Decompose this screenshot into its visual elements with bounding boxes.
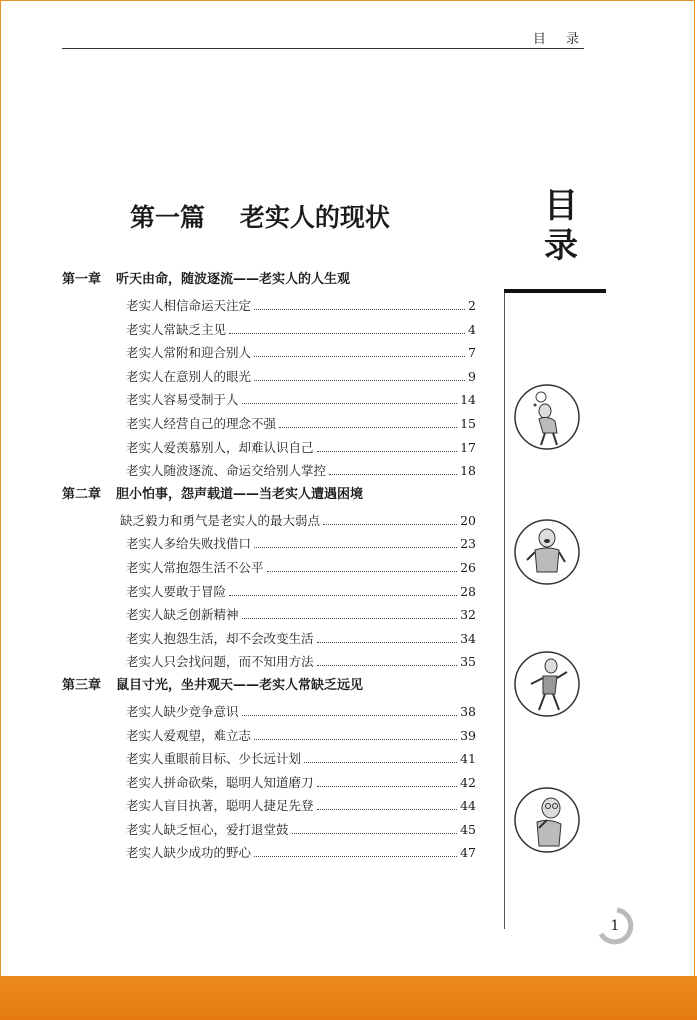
toc-entry[interactable]: [62, 556, 476, 580]
entry-title: 老实人相信命运天注定: [126, 298, 252, 313]
toc-entry[interactable]: [62, 818, 476, 842]
entry-page: 20: [460, 512, 476, 528]
toc-entry[interactable]: [62, 412, 476, 436]
cartoon-thinking-man-illustration: [513, 383, 581, 451]
toc-entry[interactable]: [62, 747, 476, 771]
chapter-number: 第一章: [62, 272, 102, 287]
leader-dots: [279, 412, 457, 428]
entry-page: 9: [468, 368, 476, 384]
entry-title: 老实人要敢于冒险: [126, 583, 227, 599]
entry-page: 45: [460, 821, 476, 837]
toc-entry[interactable]: [62, 294, 476, 318]
entry-title: 老实人抱怨生活，却不会改变生活: [126, 630, 314, 646]
leader-dots: [254, 841, 457, 857]
toc-entry[interactable]: [62, 771, 476, 795]
entry-title: 老实人重眼前目标、少长远计划: [126, 751, 302, 767]
toc-entry[interactable]: [62, 724, 476, 748]
table-of-contents: [62, 268, 476, 865]
entry-page: 38: [460, 703, 476, 719]
toc-entry[interactable]: [62, 794, 476, 818]
entry-page: 15: [460, 415, 476, 431]
entry-page: 47: [460, 845, 476, 861]
entry-page: 2: [468, 298, 476, 313]
side-label-char-2: 录: [544, 226, 578, 266]
entry-title: 老实人盲目执著，聪明人捷足先登: [126, 798, 314, 814]
chapter-heading[interactable]: [62, 268, 476, 292]
toc-entry[interactable]: [62, 388, 476, 412]
entry-title: 老实人多给失败找借口: [126, 536, 252, 552]
entry-title: 老实人爱观望，难立志: [126, 727, 252, 743]
cartoon-old-man-illustration: [513, 786, 581, 854]
toc-entry[interactable]: [62, 341, 476, 365]
toc-entry[interactable]: [62, 603, 476, 627]
leader-dots: [254, 724, 457, 740]
entry-title: 老实人缺少成功的野心: [126, 845, 252, 861]
leader-dots: [304, 747, 457, 763]
leader-dots: [329, 459, 457, 475]
chapter-number: 第二章: [62, 486, 102, 502]
entry-page: 32: [460, 607, 476, 623]
toc-entry[interactable]: [62, 650, 476, 674]
leader-dots: [317, 627, 458, 643]
toc-entry[interactable]: [62, 436, 476, 460]
leader-dots: [242, 700, 458, 716]
leader-dots: [317, 771, 458, 787]
entry-page: 42: [460, 774, 476, 790]
chapter-number: 第三章: [62, 677, 102, 693]
entry-page: 39: [460, 727, 476, 743]
leader-dots: [323, 509, 457, 525]
bottom-color-band: [0, 976, 697, 1020]
entry-page: 17: [460, 439, 476, 455]
running-head: 目 录: [532, 32, 587, 47]
entry-page: 34: [460, 630, 476, 646]
chapter-title: 鼠目寸光，坐井观天——老实人常缺乏远见: [116, 677, 364, 693]
leader-dots: [254, 532, 457, 548]
toc-entry[interactable]: [62, 580, 476, 604]
entry-title: 老实人容易受制于人: [126, 392, 239, 408]
entry-title: 老实人缺乏恒心，爱打退堂鼓: [126, 821, 289, 837]
part-title: 第一篇 老实人的现状: [130, 203, 390, 232]
header-rule: [62, 48, 584, 49]
toc-entry[interactable]: [62, 365, 476, 389]
toc-entry[interactable]: [62, 700, 476, 724]
leader-dots: [254, 341, 465, 357]
toc-entry[interactable]: [62, 318, 476, 342]
entry-page: 4: [468, 321, 476, 337]
toc-entry[interactable]: [62, 627, 476, 651]
entry-title: 老实人常附和迎合别人: [126, 345, 252, 361]
toc-entry[interactable]: [62, 532, 476, 556]
chapter-heading[interactable]: [62, 483, 476, 507]
chapter-title: 听天由命，随波逐流——老实人的人生观: [116, 272, 351, 287]
toc-entry[interactable]: [62, 509, 476, 533]
side-thick-rule: [504, 289, 606, 293]
chapter-title: 胆小怕事，怨声载道——当老实人遭遇困境: [116, 486, 364, 502]
entry-page: 7: [468, 345, 476, 361]
cartoon-dancing-man-illustration: [513, 650, 581, 718]
leader-dots: [229, 580, 457, 596]
side-label: [536, 186, 586, 266]
leader-dots: [267, 556, 458, 572]
leader-dots: [242, 388, 458, 404]
side-vertical-rule: [504, 293, 505, 929]
entry-title: 老实人只会找问题，而不知用方法: [126, 654, 314, 670]
entry-title: 老实人经营自己的理念不强: [126, 415, 277, 431]
entry-title: 老实人缺少竞争意识: [126, 703, 239, 719]
chapter-heading[interactable]: [62, 674, 476, 698]
entry-title: 老实人随波逐流、命运交给别人掌控: [126, 463, 327, 479]
leader-dots: [317, 650, 458, 666]
leader-dots: [317, 436, 458, 452]
leader-dots: [317, 794, 458, 810]
entry-page: 41: [460, 751, 476, 767]
side-label-char-1: 目: [544, 186, 578, 226]
entry-title: 老实人在意别人的眼光: [126, 368, 252, 384]
entry-page: 35: [460, 654, 476, 670]
toc-entry[interactable]: [62, 841, 476, 865]
toc-entry[interactable]: [62, 459, 476, 483]
entry-page: 23: [460, 536, 476, 552]
entry-page: 14: [460, 392, 476, 408]
entry-title: 老实人常抱怨生活不公平: [126, 559, 264, 575]
leader-dots: [254, 294, 465, 310]
page-number-badge: [595, 906, 635, 946]
leader-dots: [242, 603, 458, 619]
page-number: 1: [610, 918, 620, 934]
entry-title: 老实人爱羡慕别人，却难认识自己: [126, 439, 314, 455]
leader-dots: [254, 365, 465, 381]
cartoon-laughing-man-illustration: [513, 518, 581, 586]
entry-page: 18: [460, 463, 476, 479]
entry-page: 26: [460, 559, 476, 575]
entry-page: 44: [460, 798, 476, 814]
entry-title: 老实人常缺乏主见: [126, 321, 227, 337]
entry-title: 老实人拼命砍柴，聪明人知道磨刀: [126, 774, 314, 790]
entry-title: 老实人缺乏创新精神: [126, 607, 239, 623]
entry-title: 缺乏毅力和勇气是老实人的最大弱点: [120, 512, 321, 528]
entry-page: 28: [460, 583, 476, 599]
leader-dots: [292, 818, 458, 834]
leader-dots: [229, 318, 465, 334]
